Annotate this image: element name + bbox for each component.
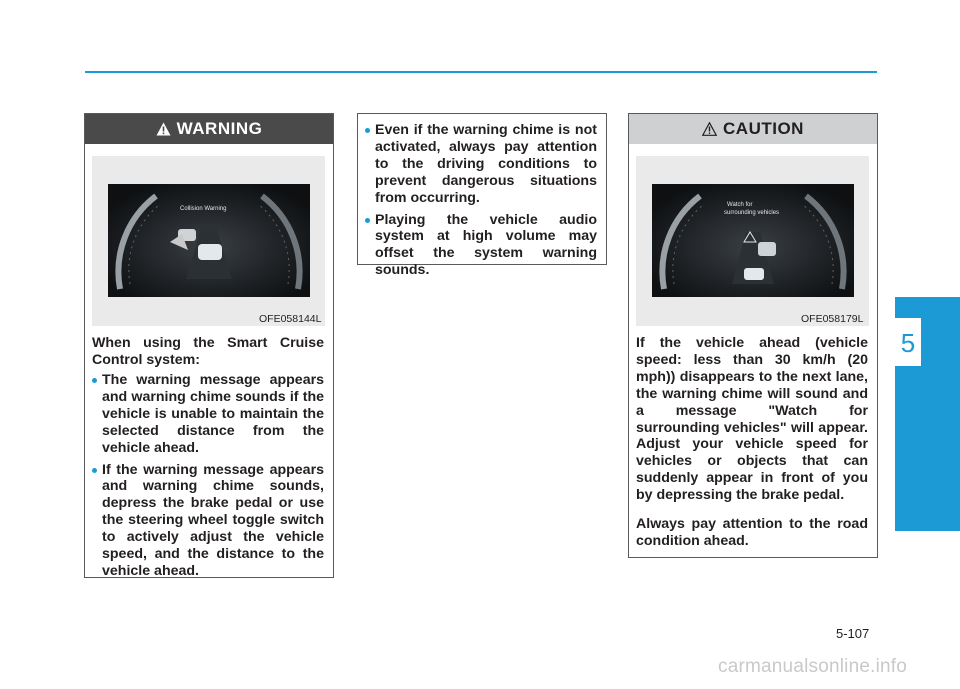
warning-bullet: If the warning message appears and warning chime sounds, depress the brake pedal or use the steering wheel toggle switch to actively adjust the vehicle speed, and the distance to the vehicle ahead. <box>92 462 324 580</box>
cluster-display <box>108 184 310 297</box>
cluster-display <box>652 184 854 297</box>
caution-triangle-icon <box>702 122 717 136</box>
warning-box <box>84 113 334 578</box>
warning-figure <box>92 156 325 326</box>
warning-bullet: The warning message appears and warning chime sounds if the vehicle is unable to maintain the selected distance from the vehicle ahead. <box>92 372 324 457</box>
warning-header <box>85 114 333 144</box>
cluster-message-line-2: surrounding vehicles <box>724 210 780 216</box>
watermark: carmanualsonline.info <box>718 656 908 677</box>
cluster-message: Collision Warning <box>180 206 227 212</box>
warning-bullet-list <box>92 372 324 585</box>
caution-box <box>628 113 878 558</box>
caution-header <box>629 114 877 144</box>
continued-bullet: Playing the vehicle audio system at high volume may offset the system warning sounds. <box>365 212 597 280</box>
continued-bullet: Even if the warning chime is not activated, always pay attention to the driving conditions to prevent dangerous situations from occurring. <box>365 122 597 207</box>
page-number: 5-107 <box>836 626 870 641</box>
caution-figure <box>636 156 869 326</box>
figure-code: OFE058179L <box>801 313 864 325</box>
chapter-title: Driving your vehicle <box>910 380 924 498</box>
continued-bullet-list <box>365 122 597 284</box>
warning-header-label: WARNING <box>176 119 263 138</box>
top-rule <box>85 71 877 73</box>
continued-warning-box <box>357 113 607 279</box>
caution-paragraph: Always pay attention to the road condition ahead. <box>636 516 868 549</box>
cluster-message-line-1: Watch for <box>727 202 753 208</box>
warning-triangle-icon <box>156 122 171 136</box>
cluster-illustration <box>108 184 310 297</box>
cluster-illustration <box>652 184 854 297</box>
chapter-number: 5 <box>900 328 916 358</box>
figure-code: OFE058144L <box>259 313 322 325</box>
warning-intro: When using the Smart Cruise Control system: <box>92 335 324 368</box>
caution-paragraph: If the vehicle ahead (vehicle speed: less than 30 km/h (20 mph)) disappears to the next lane, the warning chime will sound and a message "Watch for surrounding vehicles" will appear. Adjust your vehicle speed for vehicles or objects that can suddenly appear in front of you by depressing the brake pedal. <box>636 335 868 504</box>
caution-header-label: CAUTION <box>723 119 804 138</box>
